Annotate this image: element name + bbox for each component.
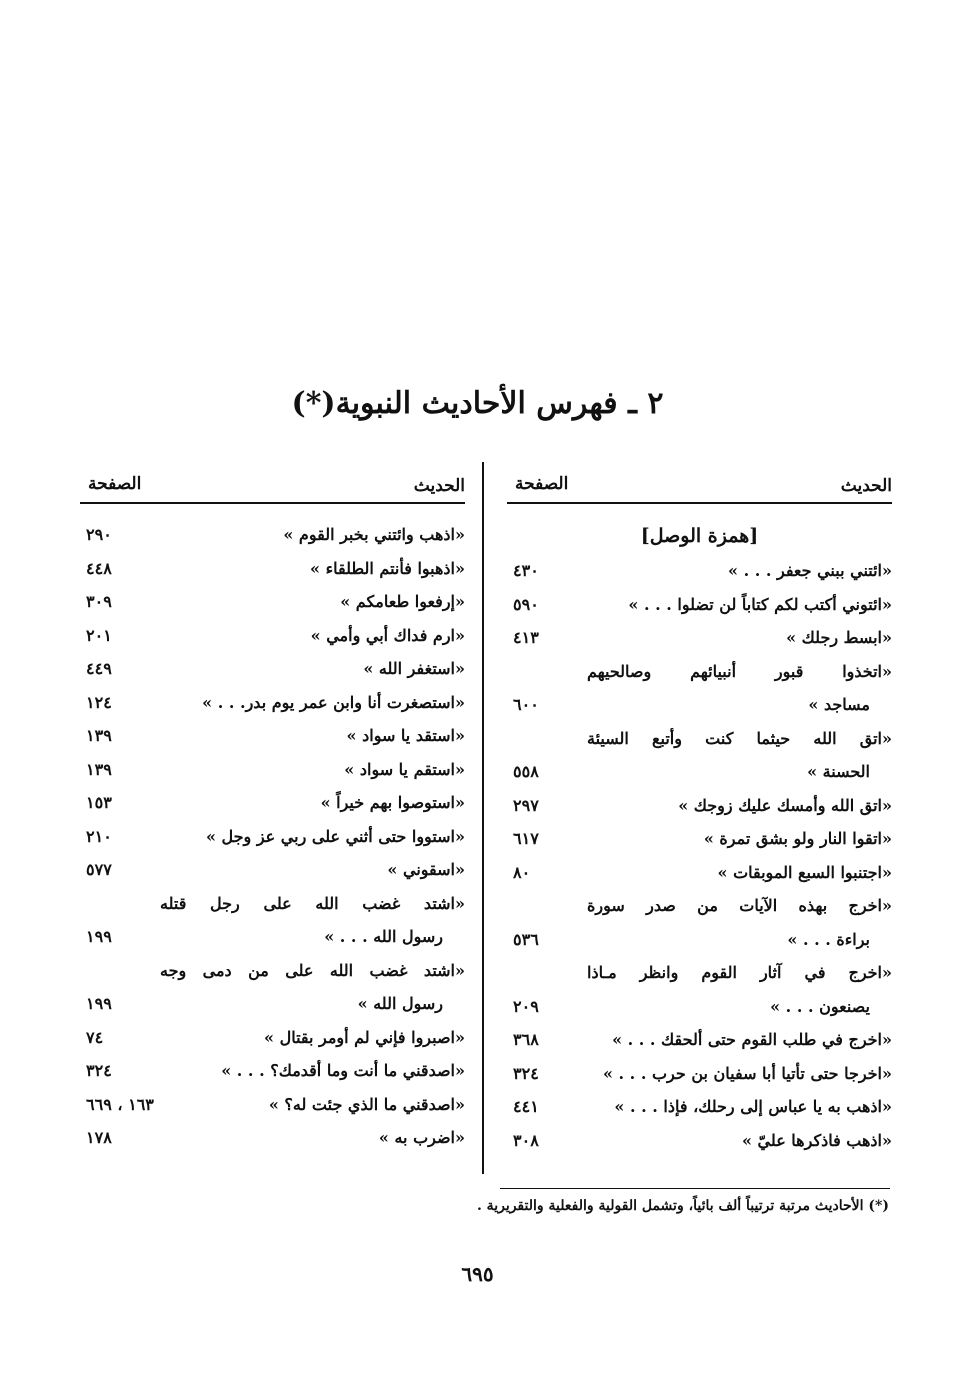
- hadith-text: «اذهب وائتني بخبر القوم »: [283, 525, 465, 544]
- index-entry: [80, 585, 465, 619]
- index-entry: [507, 789, 892, 823]
- index-entry: [507, 956, 892, 1023]
- hadith-text: «إرفعوا طعامكم »: [340, 592, 465, 611]
- index-entry: [507, 722, 892, 789]
- index-entry: [80, 820, 465, 854]
- hadith-text: «اذهب فاذكرها عليّ »: [741, 1130, 892, 1150]
- hadith-text: «ارم فداك أبي وأمي »: [310, 625, 465, 645]
- page-reference: ٨٠: [513, 862, 531, 882]
- hadith-text: «اتقوا النار ولو بشق تمرة »: [703, 829, 892, 848]
- index-entry: [80, 954, 465, 1021]
- footnote-rule: [500, 1188, 890, 1189]
- page-reference: ٥٩٠: [513, 594, 539, 614]
- page-reference: ٥٣٦: [513, 929, 539, 949]
- page-reference: ٣٦٨: [513, 1030, 539, 1049]
- index-entry: [80, 786, 465, 820]
- index-entry: [507, 1124, 892, 1158]
- page-reference: ٦٠٠: [513, 695, 539, 714]
- header-page: الصفحة: [515, 474, 569, 494]
- page-reference: ١٦٣ ، ٦٦٩: [86, 1094, 154, 1114]
- page-reference: ١٣٩: [86, 726, 112, 745]
- hadith-text: «اسقوني »: [387, 860, 465, 879]
- index-entry: [80, 518, 465, 552]
- hadith-text: «اتق الله وأمسك عليك زوجك »: [678, 795, 892, 815]
- column-header: [80, 462, 465, 504]
- page-reference: ٤١٣: [513, 628, 539, 647]
- hadith-text: «اخرج في آثار القوم وانظر مـاذا: [587, 963, 892, 982]
- hadith-text: «اشتد غضب الله على رجل قتله: [160, 893, 465, 913]
- page-reference: ٧٤: [86, 1027, 104, 1047]
- page-reference: ٥٧٧: [86, 860, 112, 879]
- hadith-text: «ابسط رجلك »: [786, 628, 892, 647]
- page-reference: ٢٠١: [86, 625, 112, 645]
- page-reference: ١٥٣: [86, 793, 112, 812]
- hadith-text: «اصدقني ما الذي جئت له؟ »: [268, 1094, 465, 1114]
- page-reference: ٤٤١: [513, 1097, 539, 1116]
- left-column: [80, 462, 465, 1155]
- hadith-text: «اتق الله حيثما كنت وأتبع السيئة: [587, 728, 892, 748]
- footnote: (*) الأحاديث مرتبة ترتيباً ألف بائياً، وتشمل القولية والفعلية والتقريرية .: [476, 1198, 889, 1214]
- page-reference: ٣٠٩: [86, 592, 112, 611]
- hadith-text: «اشتد غضب الله على من دمى وجه: [160, 960, 465, 980]
- hadith-text: «اخرج بهذه الآيات من صدر سورة: [587, 896, 892, 915]
- hadith-text-continuation: يصنعون . . . »: [770, 996, 870, 1016]
- hadith-text: «استقد يا سواد »: [346, 726, 465, 745]
- page-reference: ١٩٩: [86, 927, 112, 946]
- hadith-text: «اجتنبوا السبع الموبقات »: [717, 862, 892, 882]
- page-reference: ٤٤٨: [86, 558, 112, 578]
- page-reference: ٣٢٤: [86, 1061, 112, 1080]
- page-reference: ٤٣٠: [513, 561, 539, 580]
- hadith-text: «اصدقني ما أنت وما أقدمك؟ . . . »: [221, 1061, 465, 1080]
- index-entry: [507, 822, 892, 856]
- hadith-text: «استوصوا بهم خيراً »: [320, 793, 465, 812]
- hadith-list-left: [80, 518, 465, 1155]
- hadith-text: «استقم يا سواد »: [344, 759, 465, 779]
- hadith-text: «اضرب به »: [378, 1128, 465, 1147]
- hadith-text: «اخرج في طلب القوم حتى ألحقك . . . »: [612, 1030, 892, 1049]
- header-page: الصفحة: [88, 474, 142, 494]
- hadith-text-continuation: رسول الله »: [357, 994, 443, 1013]
- index-entry: [507, 554, 892, 588]
- column-header: [507, 462, 892, 504]
- page-reference: ٢١٠: [86, 826, 112, 846]
- page-reference: ٥٥٨: [513, 762, 539, 781]
- page-reference: ٦١٧: [513, 829, 539, 848]
- page-number: ٦٩٥: [461, 1262, 494, 1286]
- page-reference: ١٢٤: [86, 692, 112, 712]
- hadith-text-continuation: براءة . . . »: [787, 929, 870, 949]
- index-entry: [80, 652, 465, 686]
- page-reference: ٣٠٨: [513, 1130, 539, 1150]
- index-entry: [507, 655, 892, 722]
- index-entry: [507, 621, 892, 655]
- page-reference: ٢٩٠: [86, 525, 112, 544]
- page-reference: ٢٠٩: [513, 996, 539, 1016]
- index-entry: [507, 889, 892, 956]
- hadith-text: «استغفر الله »: [363, 659, 465, 678]
- hadith-text: «اخرجا حتى تأتيا أبا سفيان بن حرب . . . »: [602, 1063, 892, 1083]
- page-reference: ٣٢٤: [513, 1063, 539, 1083]
- index-entry: [80, 686, 465, 720]
- index-entry: [80, 1088, 465, 1122]
- index-entry: [507, 1090, 892, 1124]
- hadith-text: «اتخذوا قبور أنبيائهم وصالحيهم: [587, 661, 892, 681]
- hadith-list-right: [507, 554, 892, 1157]
- page-title: ٢ ـ فهرس الأحاديث النبوية(*): [291, 386, 664, 421]
- index-entry: [80, 1021, 465, 1055]
- index-entry: [80, 619, 465, 653]
- index-entry: [80, 887, 465, 954]
- header-hadith: الحديث: [840, 476, 892, 496]
- hadith-text-continuation: مساجد »: [808, 695, 870, 714]
- index-entry: [507, 856, 892, 890]
- index-entry: [80, 552, 465, 586]
- header-hadith: الحديث: [413, 476, 465, 496]
- hadith-text: «استووا حتى أثني على ربي عز وجل »: [205, 826, 465, 846]
- hadith-text: «استصغرت أنا وابن عمر يوم بدر. . . »: [202, 692, 465, 712]
- index-entry: [80, 853, 465, 887]
- page-reference: ١٧٨: [86, 1128, 112, 1147]
- index-entry: [507, 588, 892, 622]
- hadith-text: «اذهبوا فأنتم الطلقاء »: [310, 558, 465, 578]
- index-entry: [80, 753, 465, 787]
- page-reference: ١٩٩: [86, 994, 112, 1013]
- section-heading: [همزة الوصل]: [640, 525, 759, 547]
- right-column: [507, 462, 892, 1157]
- index-entry: [80, 1121, 465, 1155]
- hadith-text: «ائتوني أكتب لكم كتاباً لن تضلوا . . . »: [628, 594, 892, 614]
- column-divider: [482, 462, 484, 1174]
- hadith-text-continuation: الحسنة »: [807, 762, 870, 781]
- hadith-text: «اصبروا فإني لم أومر بقتال »: [264, 1027, 465, 1047]
- page-reference: ١٣٩: [86, 759, 112, 779]
- index-entry: [80, 719, 465, 753]
- page-reference: ٤٤٩: [86, 659, 112, 678]
- hadith-text: «اذهب به يا عباس إلى رحلك، فإذا . . . »: [614, 1097, 892, 1116]
- hadith-text: «ائتني ببني جعفر . . . »: [728, 561, 892, 580]
- index-entry: [507, 1057, 892, 1091]
- page-reference: ٢٩٧: [513, 795, 539, 815]
- hadith-text-continuation: رسول الله . . . »: [324, 927, 443, 946]
- index-entry: [80, 1054, 465, 1088]
- index-entry: [507, 1023, 892, 1057]
